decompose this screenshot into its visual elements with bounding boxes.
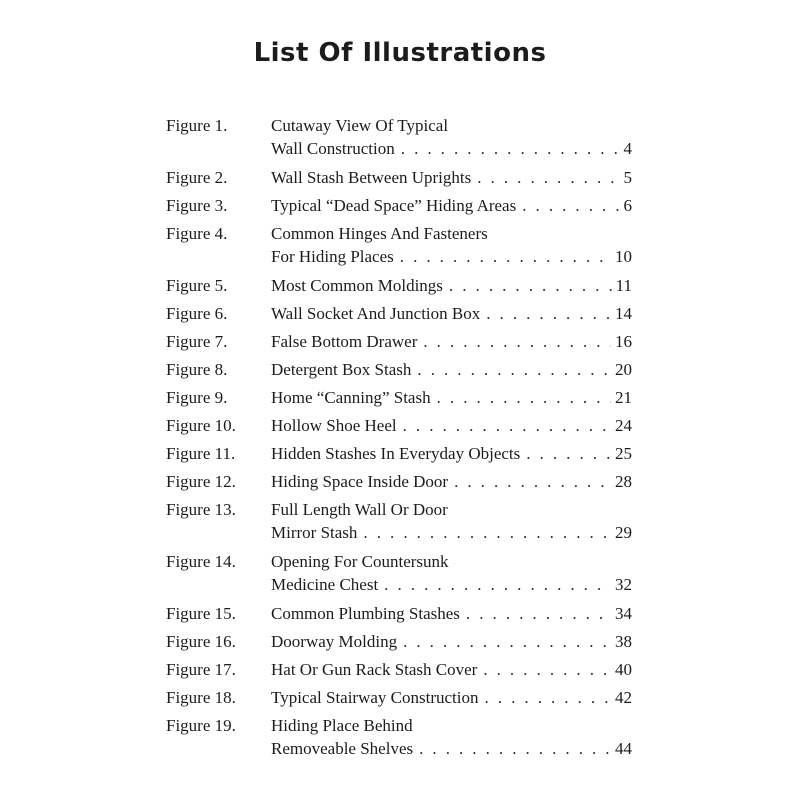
figure-entry: [166, 302, 632, 325]
figure-label: Figure 6.: [166, 304, 228, 323]
page-number: 5: [623, 168, 632, 187]
dot-leader: [483, 658, 611, 681]
page-number: 38: [615, 632, 632, 651]
page-number: 32: [615, 575, 632, 594]
figure-caption-first-line: Opening For Countersunk: [271, 552, 449, 571]
page-title: List Of Illustrations: [253, 38, 547, 68]
dot-leader: [401, 137, 620, 160]
page-number: 34: [615, 604, 632, 623]
page-number: 10: [615, 247, 632, 266]
page-number: 16: [615, 332, 632, 351]
figure-caption: Hollow Shoe Heel: [271, 416, 397, 435]
figure-caption: Typical Stairway Construction: [271, 688, 479, 707]
figure-label: Figure 18.: [166, 688, 236, 707]
figure-caption-first-line: Cutaway View Of Typical: [271, 116, 449, 135]
dot-leader: [419, 737, 611, 760]
figure-caption: Hiding Space Inside Door: [271, 472, 449, 491]
dot-leader: [403, 414, 611, 437]
figure-caption: Medicine Chest: [271, 575, 379, 594]
figure-entry: [166, 222, 632, 268]
page-number: 20: [615, 360, 632, 379]
figure-caption-first-line: Full Length Wall Or Door: [271, 500, 448, 519]
figure-label: Figure 11.: [166, 444, 236, 463]
page-number: 4: [623, 139, 632, 158]
dot-leader: [417, 358, 611, 381]
dot-leader: [363, 521, 611, 544]
illustrations-list: [166, 114, 632, 766]
figure-entry: [166, 386, 632, 409]
figure-entry: [166, 442, 632, 465]
figure-entry: [166, 414, 632, 437]
dot-leader: [437, 386, 611, 409]
figure-caption: Hat Or Gun Rack Stash Cover: [271, 660, 478, 679]
figure-label: Figure 10.: [166, 416, 236, 435]
figure-entry: [166, 114, 632, 160]
figure-entry: [166, 498, 632, 544]
page-number: 24: [615, 416, 632, 435]
dot-leader: [384, 573, 611, 596]
figure-entry: [166, 330, 632, 353]
figure-label: Figure 15.: [166, 604, 236, 623]
figure-label: Figure 3.: [166, 196, 228, 215]
figure-caption-first-line: Common Hinges And Fasteners: [271, 224, 488, 243]
dot-leader: [526, 442, 611, 465]
page-number: 44: [615, 739, 632, 758]
figure-label: Figure 17.: [166, 660, 236, 679]
figure-entry: [166, 470, 632, 493]
dot-leader: [454, 470, 611, 493]
figure-label: Figure 4.: [166, 224, 228, 243]
figure-caption: Mirror Stash: [271, 523, 358, 542]
figure-caption: Removeable Shelves: [271, 739, 414, 758]
figure-entry: [166, 686, 632, 709]
figure-caption: Detergent Box Stash: [271, 360, 412, 379]
dot-leader: [449, 274, 612, 297]
figure-caption: Doorway Molding: [271, 632, 398, 651]
dot-leader: [486, 302, 611, 325]
figure-caption: For Hiding Places: [271, 247, 394, 266]
figure-label: Figure 2.: [166, 168, 228, 187]
page-number: 11: [615, 276, 632, 295]
figure-caption: Typical “Dead Space” Hiding Areas: [271, 196, 517, 215]
dot-leader: [485, 686, 612, 709]
figure-caption: Common Plumbing Stashes: [271, 604, 460, 623]
figure-label: Figure 8.: [166, 360, 228, 379]
figure-caption: Wall Construction: [271, 139, 395, 158]
figure-label: Figure 16.: [166, 632, 236, 651]
figure-entry: [166, 166, 632, 189]
figure-label: Figure 14.: [166, 552, 236, 571]
dot-leader: [400, 245, 611, 268]
figure-caption: Most Common Moldings: [271, 276, 443, 295]
figure-label: Figure 19.: [166, 716, 236, 735]
dot-leader: [403, 630, 611, 653]
dot-leader: [423, 330, 611, 353]
dot-leader: [477, 166, 619, 189]
page-number: 21: [615, 388, 632, 407]
figure-caption-first-line: Hiding Place Behind: [271, 716, 413, 735]
figure-label: Figure 9.: [166, 388, 228, 407]
figure-caption: Hidden Stashes In Everyday Objects: [271, 444, 521, 463]
figure-entry: [166, 714, 632, 760]
figure-label: Figure 5.: [166, 276, 228, 295]
figure-entry: [166, 658, 632, 681]
dot-leader: [466, 602, 611, 625]
figure-label: Figure 13.: [166, 500, 236, 519]
figure-entry: [166, 194, 632, 217]
page-number: 40: [615, 660, 632, 679]
figure-label: Figure 1.: [166, 116, 228, 135]
page-number: 28: [615, 472, 632, 491]
page-number: 25: [615, 444, 632, 463]
page-number: 6: [623, 196, 632, 215]
figure-caption: False Bottom Drawer: [271, 332, 418, 351]
figure-label: Figure 12.: [166, 472, 236, 491]
page-number: 14: [615, 304, 632, 323]
dot-leader: [522, 194, 619, 217]
figure-caption: Wall Socket And Junction Box: [271, 304, 481, 323]
figure-entry: [166, 602, 632, 625]
page-number: 29: [615, 523, 632, 542]
figure-label: Figure 7.: [166, 332, 228, 351]
figure-caption: Home “Canning” Stash: [271, 388, 431, 407]
figure-entry: [166, 358, 632, 381]
figure-entry: [166, 274, 632, 297]
figure-entry: [166, 550, 632, 596]
figure-caption: Wall Stash Between Uprights: [271, 168, 472, 187]
figure-entry: [166, 630, 632, 653]
page-number: 42: [615, 688, 632, 707]
